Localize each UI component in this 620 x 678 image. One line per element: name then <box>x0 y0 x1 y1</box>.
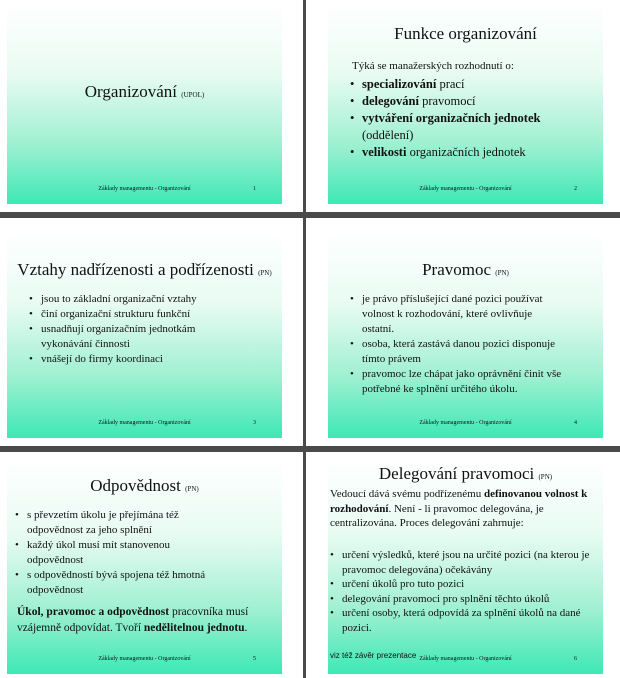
list-item: • určení úkolů pro tuto pozici <box>330 577 592 592</box>
slide-number: 4 <box>574 420 577 426</box>
slide-title-text: Delegování pravomoci <box>378 464 535 483</box>
slide-number: 6 <box>574 656 577 662</box>
list-item: • každý úkol musí mít stanovenou odpovědnost <box>15 538 215 568</box>
bullet-list <box>29 292 239 367</box>
list-item: • s převzetím úkolu je přejímána též odpovědnost za jeho splnění <box>15 508 215 538</box>
slide-intro: Týká se manažerských rozhodnutí o: <box>352 60 514 72</box>
list-item: • osoba, která zastává danou pozici disponuje tímto právem <box>350 337 565 367</box>
slide-title-text: Pravomoc <box>422 260 492 279</box>
slide-3 <box>7 232 282 438</box>
list-item: • vytváření organizačních jednotek (oddělení) <box>350 110 590 144</box>
bullet-list <box>15 508 215 598</box>
slide-footer: Základy managementu - Organizování <box>98 656 191 662</box>
slide-title-text: Odpovědnost <box>90 476 181 495</box>
bullet-list <box>350 292 565 397</box>
slide-title <box>7 82 282 105</box>
slide-footer: Základy managementu - Organizování <box>98 420 191 426</box>
slide-4 <box>328 232 603 438</box>
slide-title: Funkce organizování <box>394 24 537 43</box>
slide-footer: Základy managementu - Organizování <box>98 186 191 192</box>
slide-title <box>328 260 603 283</box>
slide-number: 1 <box>253 186 256 192</box>
slide-1 <box>7 4 282 204</box>
list-item: • delegování pravomoci pro splnění těchto úkolů <box>330 592 592 607</box>
horizontal-divider <box>0 446 620 452</box>
slide-title-tag: (PN) <box>185 485 199 493</box>
bullet-list <box>330 548 592 635</box>
intro-paragraph: Vedoucí dává svému podřízenému definovanou volnost k rozhodování. Není - li pravomoc delegována, je centralizována. Proces delegování zahrnuje: <box>330 488 588 529</box>
slide-title-tag: (UPOL) <box>181 91 205 99</box>
list-item: • určení výsledků, které jsou na určité pozici (na kterou je pravomoc delegována) očekávány <box>330 548 592 577</box>
slide-number: 2 <box>574 186 577 192</box>
horizontal-divider <box>0 212 620 218</box>
slide-title-tag: (PN) <box>538 473 553 481</box>
slide-title <box>7 260 282 283</box>
slide-title-tag: (PN) <box>495 269 509 277</box>
vertical-divider <box>303 0 306 678</box>
slide-title-text: Organizování <box>84 82 177 101</box>
slide-title <box>7 476 282 499</box>
list-item: • s odpovědností bývá spojena též hmotná odpovědnost <box>15 568 215 598</box>
list-item: • delegování pravomocí <box>350 93 590 110</box>
slide-number: 5 <box>253 656 256 662</box>
list-item: • pravomoc lze chápat jako oprávnění činit vše potřebné ke splnění určitého úkolu. <box>350 367 565 397</box>
presentation-note: viz též závěr prezentace <box>330 651 417 660</box>
list-item: • činí organizační strukturu funkční <box>29 307 239 322</box>
slide-title-text: Vztahy nadřízenosti a podřízenosti <box>17 260 254 279</box>
slide-6 <box>328 460 603 674</box>
list-item: • jsou to základní organizační vztahy <box>29 292 239 307</box>
list-item: • specializování prací <box>350 76 590 93</box>
list-item: • velikosti organizačních jednotek <box>350 144 590 161</box>
list-item: • určení osoby, která odpovídá za splnění úkolů na dané pozici. <box>330 606 592 635</box>
summary-paragraph: Úkol, pravomoc a odpovědnost pracovníka musí vzájemně odpovídat. Tvoří nedělitelnou jednotu. <box>17 606 249 634</box>
slide-number: 3 <box>253 420 256 426</box>
slide-title <box>328 464 603 487</box>
slide-5 <box>7 460 282 674</box>
slide-title-tag: (PN) <box>258 269 272 277</box>
slide-footer: Základy managementu - Organizování <box>419 420 512 426</box>
bullet-list <box>350 76 590 161</box>
slide-footer: Základy managementu - Organizování <box>419 656 512 662</box>
slide-2 <box>328 4 603 204</box>
slide-footer: Základy managementu - Organizování <box>419 186 512 192</box>
list-item: • usnadňují organizačním jednotkám vykonávání činnosti <box>29 322 239 352</box>
list-item: • vnášejí do firmy koordinaci <box>29 352 239 367</box>
list-item: • je právo příslušející dané pozici používat volnost k rozhodování, které ovlivňuje ostatní. <box>350 292 565 337</box>
